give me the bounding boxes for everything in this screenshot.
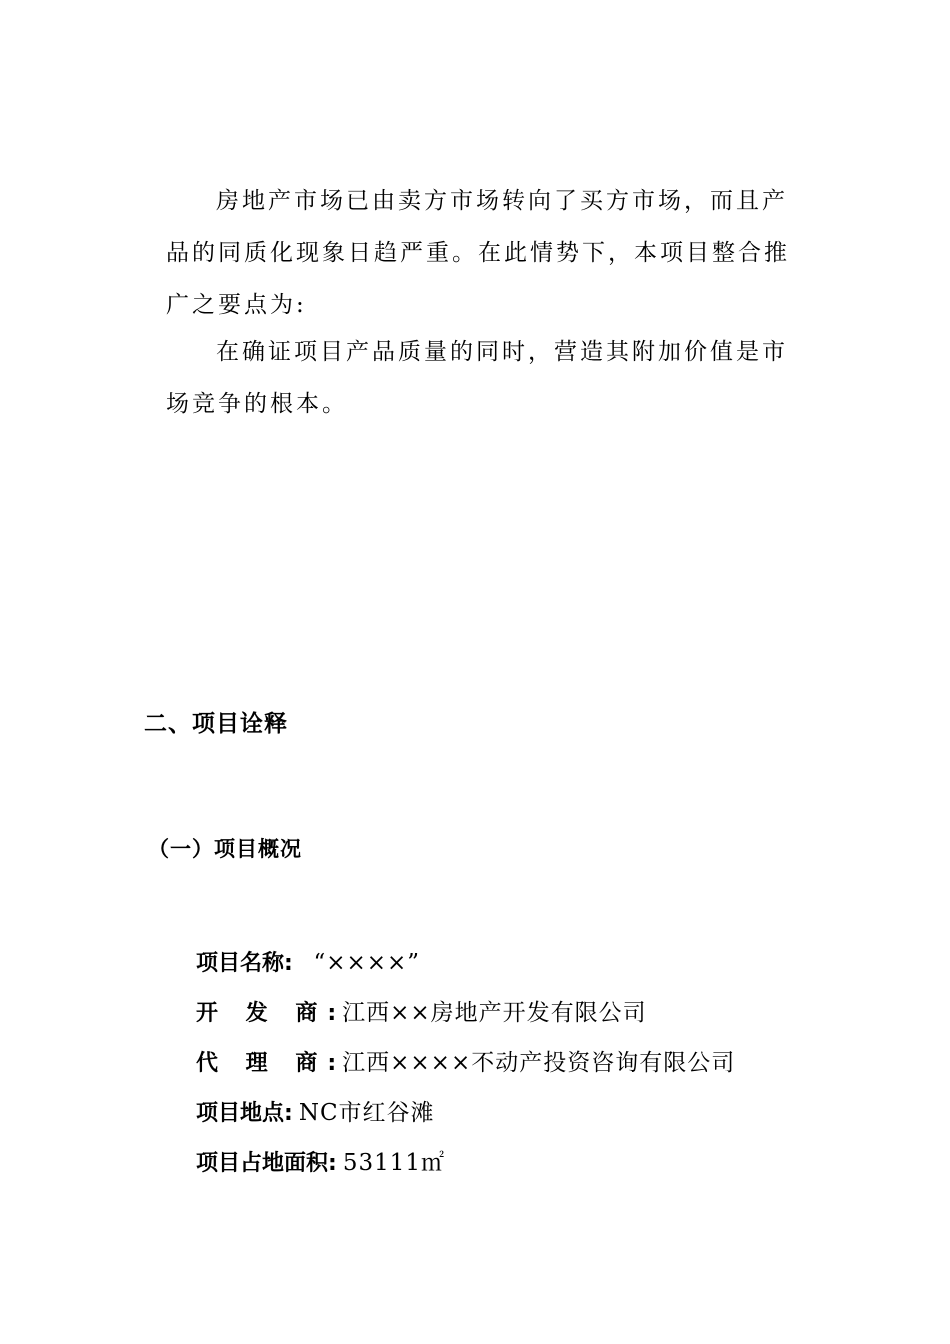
project-info-label: 开 发 商 (196, 1001, 328, 1026)
project-info-value: NC市红谷滩 (298, 1100, 435, 1126)
project-info-row-area (196, 1140, 836, 1190)
project-info-row-location (196, 1090, 836, 1140)
intro-paragraph-2 (166, 326, 806, 430)
project-info-value: “××××” (313, 950, 421, 976)
intro-paragraph-2-text: 在确证项目产品质量的同时，营造其附加价值是市场竞争的根本。 (166, 339, 788, 417)
section-heading: 二、项目诠释 (144, 711, 288, 737)
project-info-row-name (196, 940, 836, 990)
project-info-row-agent (196, 1040, 836, 1090)
project-info-value: 53111㎡ (342, 1150, 445, 1176)
intro-paragraph-1-text: 房地产市场已由卖方市场转向了买方市场，而且产品的同质化现象日趋严重。在此情势下，本项目整合推广之要点为: (166, 188, 790, 318)
project-info-colon: : (284, 1101, 293, 1126)
project-info-label: 项目地点 (196, 1101, 285, 1126)
project-info-colon: : (327, 1051, 337, 1076)
project-info-list (196, 940, 836, 1190)
sub-heading: （一）项目概况 (148, 837, 302, 861)
project-info-value: 江西××房地产开发有限公司 (342, 1000, 647, 1026)
project-info-row-developer (196, 990, 836, 1040)
project-info-colon: : (328, 1151, 337, 1176)
project-info-colon: : (327, 1001, 337, 1026)
project-info-label: 代 理 商 (196, 1051, 328, 1076)
project-info-value: 江西××××不动产投资咨询有限公司 (342, 1050, 736, 1076)
project-info-label: 项目占地面积 (196, 1151, 329, 1176)
project-info-label: 项目名称 (196, 951, 285, 976)
intro-paragraph-1 (166, 175, 806, 331)
project-info-colon: : (284, 951, 293, 976)
